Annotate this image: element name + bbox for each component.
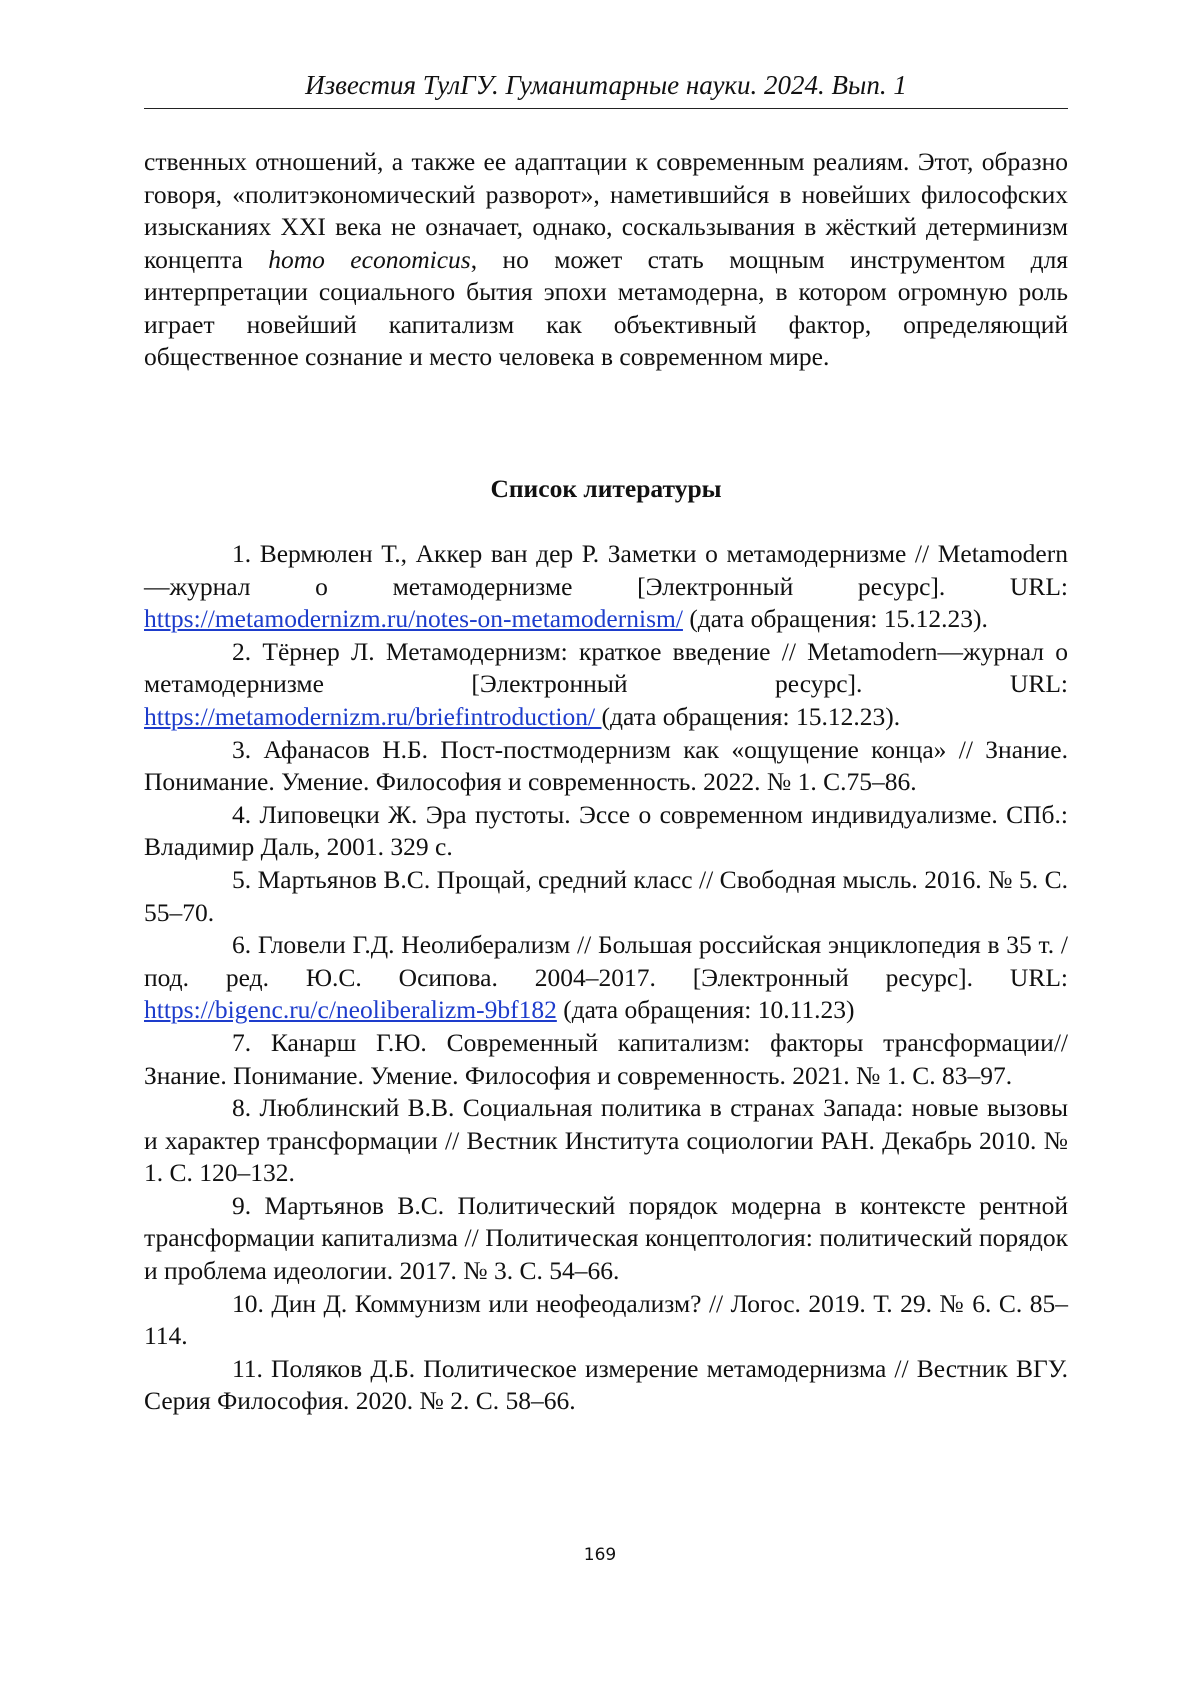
journal-header: Известия ТулГУ. Гуманитарные науки. 2024. Вып. 1 — [305, 70, 907, 100]
reference-access-date: (дата обращения: 10.11.23) — [556, 995, 855, 1025]
reference-list — [144, 538, 1068, 1418]
reference-text: 1. Вермюлен Т., Аккер ван дер Р. Заметки о метамодернизме // Metamodern—журнал о метамодернизме [Электронный ресурс]. URL: — [144, 539, 1068, 601]
reference-access-date: (дата обращения: 15.12.23). — [601, 701, 901, 731]
body-text-part-2: , но может стать мощным инструментом для интерпретации социального бытия эпохи метамодерна, в котором огромную роль играет новейший капитализм как объективный фактор, определяющий общественное сознание и место человека в современном мире. — [144, 244, 1069, 371]
body-paragraph — [144, 146, 1068, 374]
italic-term: homo economicus — [268, 244, 471, 274]
body-text-part-1: ственных отношений, а также ее адаптации к современным реалиям. Этот, образно говоря, «политэкономический разворот», наметившийся в новейших философских изысканиях XXI века не означает, однако, соскальзывания в жёсткий детерминизм концепта — [144, 147, 1068, 274]
reference-item: 8. Люблинский В.В. Социальная политика в странах Запада: новые вызовы и характер трансформации // Вестник Института социологии РАН. Декабрь 2010. № 1. С. 120–132. — [144, 1093, 1068, 1188]
reference-access-date: (дата обращения: 15.12.23). — [682, 604, 988, 634]
reference-item: 4. Липовецки Ж. Эра пустоты. Эссе о современном индивидуализме. СПб.: Владимир Даль, 2001. 329 с. — [144, 799, 1068, 862]
page-number: 169 — [583, 1545, 617, 1565]
header-rule — [144, 108, 1068, 109]
reference-item: 11. Поляков Д.Б. Политическое измерение метамодернизма // Вестник ВГУ. Серия Философия. 2020. № 2. С. 58–66. — [144, 1353, 1068, 1416]
reference-text: 6. Гловели Г.Д. Неолиберализм // Большая российская энциклопедия в 35 т. / под. ред. Ю.С. Осипова. 2004–2017. [Электронный ресурс]. URL: — [144, 930, 1068, 992]
reference-item: 9. Мартьянов В.С. Политический порядок модерна в контексте рентной трансформации капитализма // Политическая концептология: политический порядок и проблема идеологии. 2017. № 3. С. 54–66. — [144, 1190, 1068, 1286]
reference-item — [144, 636, 1068, 734]
reference-item: 5. Мартьянов В.С. Прощай, средний класс // Свободная мысль. 2016. № 5. С. 55–70. — [144, 864, 1068, 927]
reference-item: 10. Дин Д. Коммунизм или неофеодализм? // Логос. 2019. Т. 29. № 6. С. 85–114. — [144, 1288, 1068, 1351]
reference-link[interactable]: https://bigenc.ru/c/neoliberalizm-9bf182 — [144, 995, 557, 1025]
reference-item: 3. Афанасов Н.Б. Пост-постмодернизм как «ощущение конца» // Знание. Понимание. Умение. Философия и современность. 2022. № 1. С.75–86. — [144, 734, 1068, 797]
reference-link[interactable]: https://metamodernizm.ru/notes-on-metamodernism/ — [144, 604, 683, 634]
reference-item: 7. Канарш Г.Ю. Современный капитализм: факторы трансформации// Знание. Понимание. Умение. Философия и современность. 2021. № 1. С. 83–97. — [144, 1027, 1068, 1090]
reference-item — [144, 929, 1068, 1027]
reference-link[interactable]: https://metamodernizm.ru/briefintroduction/ — [144, 701, 602, 731]
reference-text: 2. Тёрнер Л. Метамодернизм: краткое введение // Metamodern—журнал о метамодернизме [Электронный ресурс]. URL: — [144, 636, 1068, 699]
references-heading: Список литературы — [490, 474, 722, 503]
reference-item — [144, 538, 1068, 636]
